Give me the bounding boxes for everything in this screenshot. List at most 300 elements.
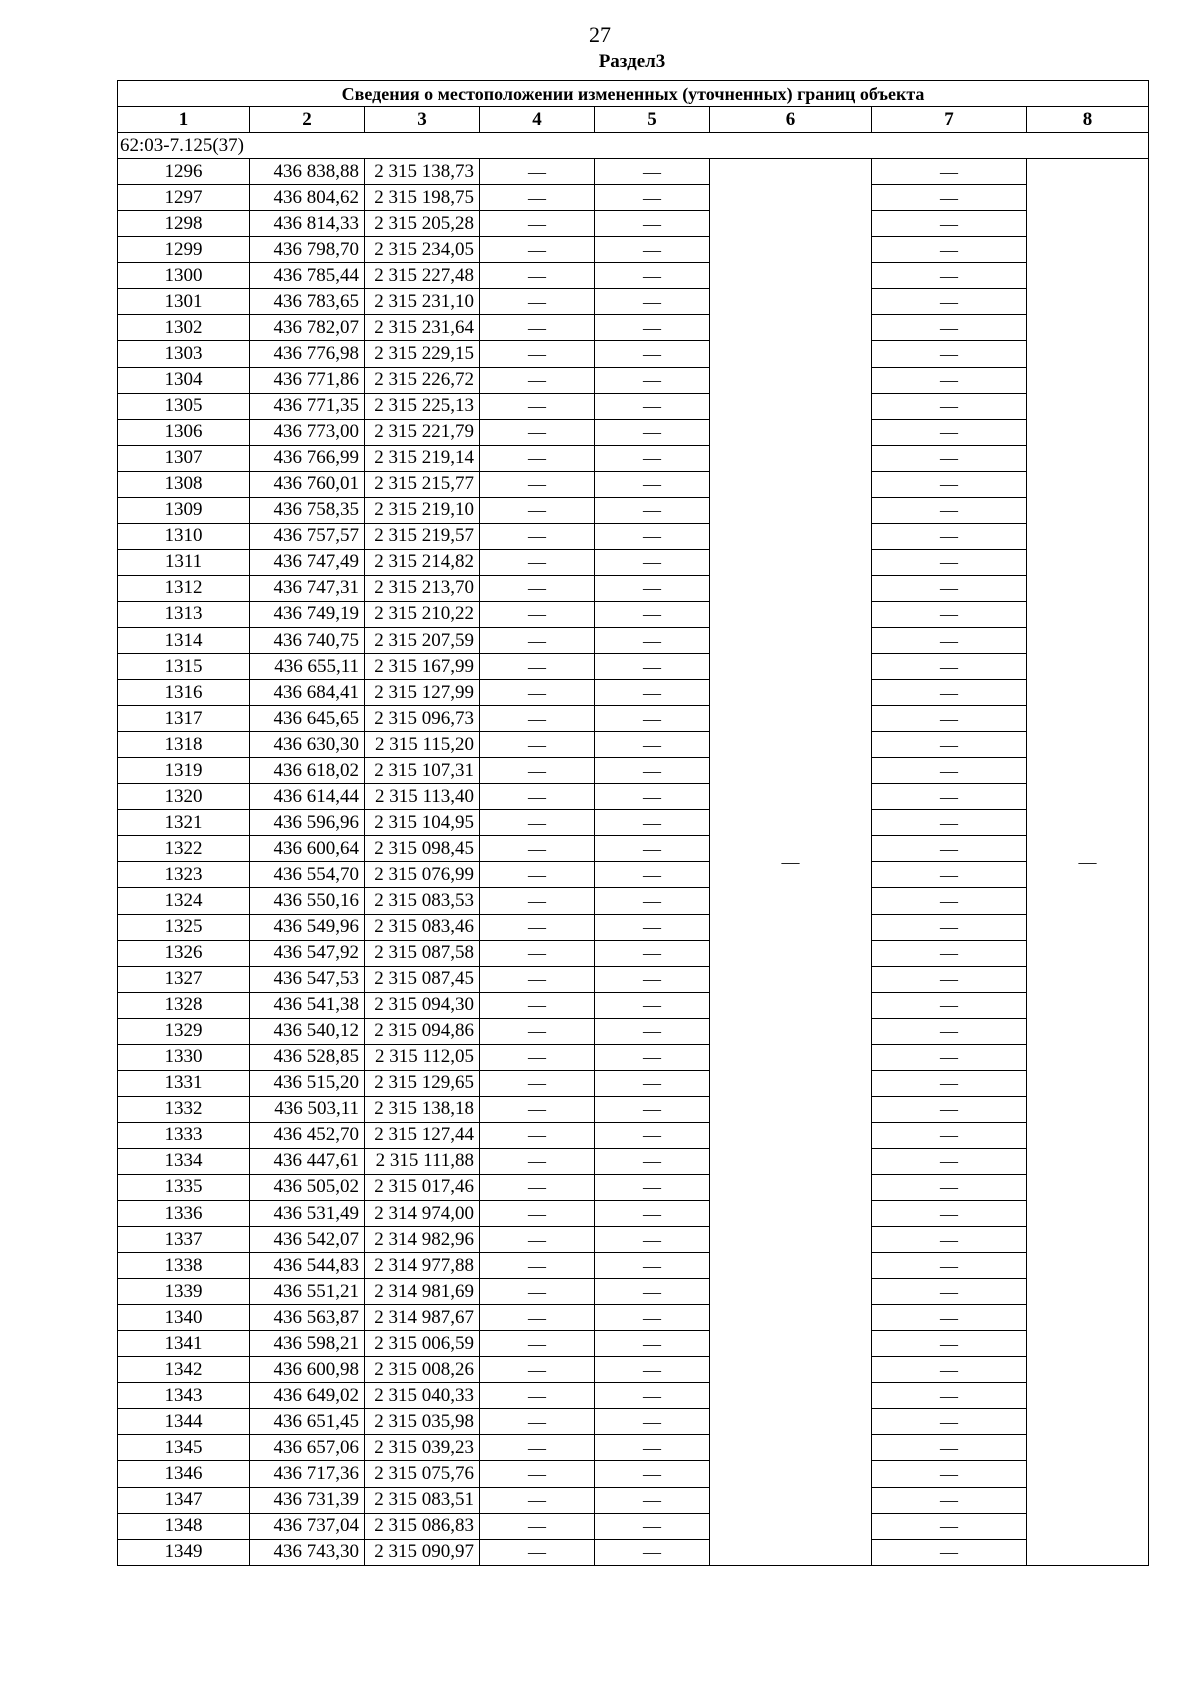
- column-4-cell: —: [480, 419, 595, 445]
- column-5-cell: —: [595, 523, 710, 549]
- point-number-cell: 1321: [118, 810, 250, 836]
- table-row: [118, 654, 1149, 680]
- y-coordinate-cell: 2 315 127,99: [365, 680, 480, 706]
- table-row: [118, 810, 1149, 836]
- column-7-cell: —: [872, 497, 1027, 523]
- column-5-cell: —: [595, 367, 710, 393]
- column-5-cell: —: [595, 1513, 710, 1539]
- x-coordinate-cell: 436 684,41: [250, 680, 365, 706]
- column-7-cell: —: [872, 1435, 1027, 1461]
- x-coordinate-cell: 436 757,57: [250, 523, 365, 549]
- column-4-cell: —: [480, 680, 595, 706]
- x-coordinate-cell: 436 596,96: [250, 810, 365, 836]
- column-7-cell: —: [872, 940, 1027, 966]
- column-5-cell: —: [595, 1305, 710, 1331]
- column-5-cell: —: [595, 1357, 710, 1383]
- column-5-cell: —: [595, 966, 710, 992]
- column-7-cell: —: [872, 1201, 1027, 1227]
- y-coordinate-cell: 2 315 231,10: [365, 289, 480, 315]
- column-7-cell: —: [872, 680, 1027, 706]
- column-4-cell: —: [480, 1487, 595, 1513]
- column-5-cell: —: [595, 1174, 710, 1200]
- point-number-cell: 1308: [118, 471, 250, 497]
- table-row: [118, 1487, 1149, 1513]
- y-coordinate-cell: 2 315 008,26: [365, 1357, 480, 1383]
- x-coordinate-cell: 436 838,88: [250, 159, 365, 185]
- table-row: [118, 263, 1149, 289]
- point-number-cell: 1333: [118, 1122, 250, 1148]
- y-coordinate-cell: 2 315 234,05: [365, 237, 480, 263]
- table-row: [118, 497, 1149, 523]
- column-7-cell: —: [872, 810, 1027, 836]
- y-coordinate-cell: 2 315 006,59: [365, 1331, 480, 1357]
- column-5-cell: —: [595, 185, 710, 211]
- point-number-cell: 1345: [118, 1435, 250, 1461]
- table-row: [118, 1018, 1149, 1044]
- column-4-cell: —: [480, 471, 595, 497]
- table-row: [118, 1539, 1149, 1565]
- y-coordinate-cell: 2 315 226,72: [365, 367, 480, 393]
- point-number-cell: 1342: [118, 1357, 250, 1383]
- x-coordinate-cell: 436 783,65: [250, 289, 365, 315]
- x-coordinate-cell: 436 731,39: [250, 1487, 365, 1513]
- y-coordinate-cell: 2 315 138,73: [365, 159, 480, 185]
- point-number-cell: 1332: [118, 1096, 250, 1122]
- column-4-cell: —: [480, 1279, 595, 1305]
- point-number-cell: 1309: [118, 497, 250, 523]
- y-coordinate-cell: 2 315 111,88: [365, 1148, 480, 1174]
- y-coordinate-cell: 2 314 974,00: [365, 1201, 480, 1227]
- y-coordinate-cell: 2 315 083,51: [365, 1487, 480, 1513]
- column-5-cell: —: [595, 1018, 710, 1044]
- x-coordinate-cell: 436 614,44: [250, 784, 365, 810]
- section-title: Раздел3: [598, 51, 666, 72]
- column-4-cell: —: [480, 654, 595, 680]
- table-row: [118, 315, 1149, 341]
- x-coordinate-cell: 436 452,70: [250, 1122, 365, 1148]
- x-coordinate-cell: 436 618,02: [250, 758, 365, 784]
- point-number-cell: 1329: [118, 1018, 250, 1044]
- point-number-cell: 1349: [118, 1539, 250, 1565]
- column-4-cell: —: [480, 1148, 595, 1174]
- column-6-merged-cell: —: [710, 159, 872, 1566]
- column-5-cell: —: [595, 497, 710, 523]
- table-row: [118, 1331, 1149, 1357]
- column-7-cell: —: [872, 289, 1027, 315]
- column-5-cell: —: [595, 575, 710, 601]
- column-7-cell: —: [872, 315, 1027, 341]
- point-number-cell: 1344: [118, 1409, 250, 1435]
- table-row: [118, 575, 1149, 601]
- y-coordinate-cell: 2 315 083,53: [365, 888, 480, 914]
- y-coordinate-cell: 2 315 039,23: [365, 1435, 480, 1461]
- point-number-cell: 1304: [118, 367, 250, 393]
- table-row: [118, 289, 1149, 315]
- column-4-cell: —: [480, 1409, 595, 1435]
- column-4-cell: —: [480, 497, 595, 523]
- y-coordinate-cell: 2 314 987,67: [365, 1305, 480, 1331]
- y-coordinate-cell: 2 314 981,69: [365, 1279, 480, 1305]
- column-4-cell: —: [480, 159, 595, 185]
- column-5-cell: —: [595, 1253, 710, 1279]
- x-coordinate-cell: 436 505,02: [250, 1174, 365, 1200]
- column-4-cell: —: [480, 445, 595, 471]
- column-7-cell: —: [872, 758, 1027, 784]
- column-number-row: [118, 107, 1149, 133]
- point-number-cell: 1320: [118, 784, 250, 810]
- column-5-cell: —: [595, 159, 710, 185]
- y-coordinate-cell: 2 315 086,83: [365, 1513, 480, 1539]
- group-label: 62:03-7.125(37): [118, 133, 1149, 159]
- table-row: [118, 445, 1149, 471]
- column-4-cell: —: [480, 1331, 595, 1357]
- x-coordinate-cell: 436 503,11: [250, 1096, 365, 1122]
- point-number-cell: 1311: [118, 549, 250, 575]
- table-row: [118, 758, 1149, 784]
- point-number-cell: 1339: [118, 1279, 250, 1305]
- table-row: [118, 914, 1149, 940]
- column-5-cell: —: [595, 627, 710, 653]
- column-5-cell: —: [595, 1539, 710, 1565]
- column-7-cell: —: [872, 523, 1027, 549]
- column-4-cell: —: [480, 523, 595, 549]
- y-coordinate-cell: 2 315 035,98: [365, 1409, 480, 1435]
- column-7-cell: —: [872, 1018, 1027, 1044]
- x-coordinate-cell: 436 717,36: [250, 1461, 365, 1487]
- y-coordinate-cell: 2 315 127,44: [365, 1122, 480, 1148]
- x-coordinate-cell: 436 771,86: [250, 367, 365, 393]
- x-coordinate-cell: 436 758,35: [250, 497, 365, 523]
- column-5-cell: —: [595, 1122, 710, 1148]
- point-number-cell: 1326: [118, 940, 250, 966]
- x-coordinate-cell: 436 600,98: [250, 1357, 365, 1383]
- column-header: 2: [250, 107, 365, 133]
- y-coordinate-cell: 2 315 112,05: [365, 1044, 480, 1070]
- column-7-cell: —: [872, 1513, 1027, 1539]
- x-coordinate-cell: 436 554,70: [250, 862, 365, 888]
- column-7-cell: —: [872, 1487, 1027, 1513]
- table-row: [118, 1070, 1149, 1096]
- column-7-cell: —: [872, 367, 1027, 393]
- x-coordinate-cell: 436 598,21: [250, 1331, 365, 1357]
- column-4-cell: —: [480, 367, 595, 393]
- point-number-cell: 1316: [118, 680, 250, 706]
- x-coordinate-cell: 436 540,12: [250, 1018, 365, 1044]
- column-7-cell: —: [872, 601, 1027, 627]
- column-7-cell: —: [872, 1539, 1027, 1565]
- column-5-cell: —: [595, 1461, 710, 1487]
- y-coordinate-cell: 2 315 115,20: [365, 732, 480, 758]
- table-row: [118, 1513, 1149, 1539]
- point-number-cell: 1336: [118, 1201, 250, 1227]
- point-number-cell: 1300: [118, 263, 250, 289]
- column-5-cell: —: [595, 237, 710, 263]
- x-coordinate-cell: 436 515,20: [250, 1070, 365, 1096]
- point-number-cell: 1338: [118, 1253, 250, 1279]
- column-5-cell: —: [595, 680, 710, 706]
- y-coordinate-cell: 2 315 094,30: [365, 992, 480, 1018]
- column-5-cell: —: [595, 706, 710, 732]
- point-number-cell: 1334: [118, 1148, 250, 1174]
- column-5-cell: —: [595, 992, 710, 1018]
- column-4-cell: —: [480, 1253, 595, 1279]
- x-coordinate-cell: 436 657,06: [250, 1435, 365, 1461]
- y-coordinate-cell: 2 315 138,18: [365, 1096, 480, 1122]
- point-number-cell: 1331: [118, 1070, 250, 1096]
- column-4-cell: —: [480, 1305, 595, 1331]
- column-5-cell: —: [595, 784, 710, 810]
- column-5-cell: —: [595, 1487, 710, 1513]
- column-7-cell: —: [872, 1070, 1027, 1096]
- y-coordinate-cell: 2 315 225,13: [365, 393, 480, 419]
- point-number-cell: 1314: [118, 627, 250, 653]
- column-4-cell: —: [480, 732, 595, 758]
- x-coordinate-cell: 436 785,44: [250, 263, 365, 289]
- column-5-cell: —: [595, 315, 710, 341]
- column-7-cell: —: [872, 1174, 1027, 1200]
- column-5-cell: —: [595, 654, 710, 680]
- y-coordinate-cell: 2 315 017,46: [365, 1174, 480, 1200]
- column-4-cell: —: [480, 1201, 595, 1227]
- y-coordinate-cell: 2 315 210,22: [365, 601, 480, 627]
- x-coordinate-cell: 436 447,61: [250, 1148, 365, 1174]
- table-row: [118, 1201, 1149, 1227]
- table-row: [118, 1044, 1149, 1070]
- column-7-cell: —: [872, 1409, 1027, 1435]
- column-7-cell: —: [872, 1461, 1027, 1487]
- point-number-cell: 1307: [118, 445, 250, 471]
- y-coordinate-cell: 2 314 977,88: [365, 1253, 480, 1279]
- column-4-cell: —: [480, 1435, 595, 1461]
- x-coordinate-cell: 436 655,11: [250, 654, 365, 680]
- column-5-cell: —: [595, 1331, 710, 1357]
- column-7-cell: —: [872, 654, 1027, 680]
- table-row: [118, 1461, 1149, 1487]
- column-5-cell: —: [595, 1148, 710, 1174]
- column-4-cell: —: [480, 940, 595, 966]
- x-coordinate-cell: 436 649,02: [250, 1383, 365, 1409]
- y-coordinate-cell: 2 315 219,14: [365, 445, 480, 471]
- y-coordinate-cell: 2 315 231,64: [365, 315, 480, 341]
- table-row: [118, 237, 1149, 263]
- column-7-cell: —: [872, 1044, 1027, 1070]
- coordinates-table: [117, 80, 1149, 1566]
- x-coordinate-cell: 436 651,45: [250, 1409, 365, 1435]
- y-coordinate-cell: 2 315 198,75: [365, 185, 480, 211]
- column-header: 6: [710, 107, 872, 133]
- point-number-cell: 1317: [118, 706, 250, 732]
- x-coordinate-cell: 436 766,99: [250, 445, 365, 471]
- x-coordinate-cell: 436 743,30: [250, 1539, 365, 1565]
- table-row: [118, 680, 1149, 706]
- column-5-cell: —: [595, 1227, 710, 1253]
- point-number-cell: 1313: [118, 601, 250, 627]
- table-row: [118, 341, 1149, 367]
- column-4-cell: —: [480, 1174, 595, 1200]
- point-number-cell: 1341: [118, 1331, 250, 1357]
- table-row: [118, 1148, 1149, 1174]
- y-coordinate-cell: 2 315 087,45: [365, 966, 480, 992]
- column-5-cell: —: [595, 862, 710, 888]
- column-4-cell: —: [480, 289, 595, 315]
- column-7-cell: —: [872, 1227, 1027, 1253]
- y-coordinate-cell: 2 315 083,46: [365, 914, 480, 940]
- point-number-cell: 1296: [118, 159, 250, 185]
- column-5-cell: —: [595, 445, 710, 471]
- x-coordinate-cell: 436 747,31: [250, 575, 365, 601]
- y-coordinate-cell: 2 315 107,31: [365, 758, 480, 784]
- column-7-cell: —: [872, 627, 1027, 653]
- y-coordinate-cell: 2 315 076,99: [365, 862, 480, 888]
- column-7-cell: —: [872, 1331, 1027, 1357]
- table-row: [118, 966, 1149, 992]
- column-5-cell: —: [595, 549, 710, 575]
- column-4-cell: —: [480, 1461, 595, 1487]
- column-4-cell: —: [480, 211, 595, 237]
- column-4-cell: —: [480, 1539, 595, 1565]
- column-5-cell: —: [595, 732, 710, 758]
- column-7-cell: —: [872, 237, 1027, 263]
- column-4-cell: —: [480, 836, 595, 862]
- y-coordinate-cell: 2 315 096,73: [365, 706, 480, 732]
- column-5-cell: —: [595, 393, 710, 419]
- x-coordinate-cell: 436 563,87: [250, 1305, 365, 1331]
- x-coordinate-cell: 436 782,07: [250, 315, 365, 341]
- x-coordinate-cell: 436 544,83: [250, 1253, 365, 1279]
- column-4-cell: —: [480, 1357, 595, 1383]
- x-coordinate-cell: 436 737,04: [250, 1513, 365, 1539]
- column-5-cell: —: [595, 940, 710, 966]
- point-number-cell: 1310: [118, 523, 250, 549]
- column-header: 1: [118, 107, 250, 133]
- x-coordinate-cell: 436 773,00: [250, 419, 365, 445]
- table-row: [118, 185, 1149, 211]
- column-7-cell: —: [872, 185, 1027, 211]
- table-row: [118, 940, 1149, 966]
- column-4-cell: —: [480, 1513, 595, 1539]
- table-row: [118, 1253, 1149, 1279]
- x-coordinate-cell: 436 771,35: [250, 393, 365, 419]
- y-coordinate-cell: 2 315 104,95: [365, 810, 480, 836]
- column-4-cell: —: [480, 237, 595, 263]
- column-7-cell: —: [872, 784, 1027, 810]
- table-row: [118, 1279, 1149, 1305]
- x-coordinate-cell: 436 630,30: [250, 732, 365, 758]
- column-4-cell: —: [480, 914, 595, 940]
- column-5-cell: —: [595, 758, 710, 784]
- column-header: 3: [365, 107, 480, 133]
- y-coordinate-cell: 2 315 214,82: [365, 549, 480, 575]
- column-header: 5: [595, 107, 710, 133]
- table-row: [118, 549, 1149, 575]
- y-coordinate-cell: 2 315 087,58: [365, 940, 480, 966]
- point-number-cell: 1348: [118, 1513, 250, 1539]
- x-coordinate-cell: 436 760,01: [250, 471, 365, 497]
- y-coordinate-cell: 2 315 167,99: [365, 654, 480, 680]
- column-7-cell: —: [872, 966, 1027, 992]
- x-coordinate-cell: 436 551,21: [250, 1279, 365, 1305]
- point-number-cell: 1298: [118, 211, 250, 237]
- column-4-cell: —: [480, 185, 595, 211]
- y-coordinate-cell: 2 315 113,40: [365, 784, 480, 810]
- column-5-cell: —: [595, 263, 710, 289]
- column-7-cell: —: [872, 159, 1027, 185]
- column-4-cell: —: [480, 1122, 595, 1148]
- table-caption-row: [118, 81, 1149, 107]
- table-row: [118, 1435, 1149, 1461]
- column-4-cell: —: [480, 1227, 595, 1253]
- column-4-cell: —: [480, 341, 595, 367]
- column-header: 4: [480, 107, 595, 133]
- column-4-cell: —: [480, 315, 595, 341]
- y-coordinate-cell: 2 315 040,33: [365, 1383, 480, 1409]
- column-header: 8: [1027, 107, 1149, 133]
- y-coordinate-cell: 2 315 215,77: [365, 471, 480, 497]
- column-5-cell: —: [595, 1096, 710, 1122]
- x-coordinate-cell: 436 814,33: [250, 211, 365, 237]
- column-7-cell: —: [872, 211, 1027, 237]
- column-7-cell: —: [872, 1357, 1027, 1383]
- point-number-cell: 1299: [118, 237, 250, 263]
- point-number-cell: 1306: [118, 419, 250, 445]
- column-4-cell: —: [480, 992, 595, 1018]
- column-4-cell: —: [480, 1070, 595, 1096]
- column-7-cell: —: [872, 263, 1027, 289]
- x-coordinate-cell: 436 747,49: [250, 549, 365, 575]
- column-7-cell: —: [872, 888, 1027, 914]
- column-8-merged-cell: —: [1027, 159, 1149, 1566]
- column-4-cell: —: [480, 601, 595, 627]
- column-7-cell: —: [872, 1383, 1027, 1409]
- x-coordinate-cell: 436 550,16: [250, 888, 365, 914]
- column-4-cell: —: [480, 758, 595, 784]
- page-number: 27: [589, 22, 611, 47]
- column-5-cell: —: [595, 1383, 710, 1409]
- column-5-cell: —: [595, 1201, 710, 1227]
- column-4-cell: —: [480, 263, 595, 289]
- y-coordinate-cell: 2 315 094,86: [365, 1018, 480, 1044]
- point-number-cell: 1302: [118, 315, 250, 341]
- x-coordinate-cell: 436 549,96: [250, 914, 365, 940]
- table-row: [118, 367, 1149, 393]
- x-coordinate-cell: 436 776,98: [250, 341, 365, 367]
- column-4-cell: —: [480, 966, 595, 992]
- x-coordinate-cell: 436 528,85: [250, 1044, 365, 1070]
- column-4-cell: —: [480, 549, 595, 575]
- point-number-cell: 1346: [118, 1461, 250, 1487]
- table-row: [118, 732, 1149, 758]
- table-row: [118, 1174, 1149, 1200]
- point-number-cell: 1303: [118, 341, 250, 367]
- y-coordinate-cell: 2 315 207,59: [365, 627, 480, 653]
- column-7-cell: —: [872, 1279, 1027, 1305]
- point-number-cell: 1335: [118, 1174, 250, 1200]
- table-row: [118, 601, 1149, 627]
- x-coordinate-cell: 436 541,38: [250, 992, 365, 1018]
- column-7-cell: —: [872, 706, 1027, 732]
- column-7-cell: —: [872, 471, 1027, 497]
- column-5-cell: —: [595, 419, 710, 445]
- point-number-cell: 1323: [118, 862, 250, 888]
- column-7-cell: —: [872, 1253, 1027, 1279]
- table-row: [118, 1096, 1149, 1122]
- column-4-cell: —: [480, 1044, 595, 1070]
- column-7-cell: —: [872, 1096, 1027, 1122]
- column-7-cell: —: [872, 445, 1027, 471]
- table-row: [118, 419, 1149, 445]
- column-7-cell: —: [872, 419, 1027, 445]
- column-5-cell: —: [595, 914, 710, 940]
